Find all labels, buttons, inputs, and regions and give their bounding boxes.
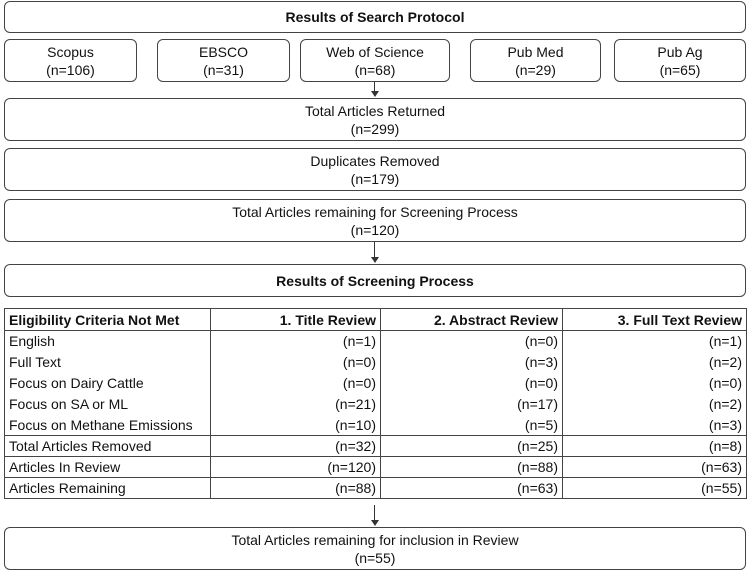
row-label: Full Text [5,352,211,373]
table-row [5,478,747,499]
source-count: (n=65) [659,61,701,78]
source-name: Scopus [47,43,94,60]
source-count: (n=31) [203,61,244,78]
eligibility-criteria-table [4,308,747,499]
column-header: Eligibility Criteria Not Met [5,309,211,331]
column-header: 2. Abstract Review [381,309,563,331]
cell-value: (n=120) [211,457,381,478]
source-ebsco [157,39,290,82]
source-name: Web of Science [326,43,424,60]
screening-process-title: Results of Screening Process [276,272,474,289]
remaining-screening-label: Total Articles remaining for Screening Process [232,203,518,220]
cell-value: (n=2) [563,352,747,373]
remaining-screening-box [4,199,746,242]
source-name: Pub Ag [657,43,703,60]
row-label: Focus on Methane Emissions [5,415,211,436]
row-label: Articles Remaining [5,478,211,499]
cell-value: (n=0) [563,373,747,394]
table-header-row [5,309,747,331]
source-count: (n=106) [46,61,95,78]
table-row [5,373,747,394]
source-pubag [614,39,746,82]
arrow-line [374,242,375,258]
table-row [5,394,747,415]
search-protocol-title: Results of Search Protocol [285,9,465,25]
total-returned-box [4,98,746,141]
duplicates-label: Duplicates Removed [310,152,440,169]
source-name: EBSCO [198,43,248,60]
table-row [5,331,747,352]
row-label: English [5,331,211,352]
source-web-of-science [300,39,450,82]
cell-value: (n=0) [381,373,563,394]
screening-process-header [4,264,746,297]
duplicates-removed-box [4,148,746,191]
row-label: Articles In Review [5,457,211,478]
total-returned-label: Total Articles Returned [304,102,446,119]
source-name: Pub Med [507,43,564,60]
row-label: Focus on SA or ML [5,394,211,415]
table-row [5,436,747,457]
source-pubmed [470,39,601,82]
total-returned-count: (n=299) [350,120,400,137]
row-label: Total Articles Removed [5,436,211,457]
final-count: (n=55) [354,549,396,566]
arrow-line [374,505,375,521]
cell-value: (n=0) [211,373,381,394]
arrow-down-icon [371,520,379,526]
final-inclusion-box [4,527,746,570]
table-row [5,352,747,373]
cell-value: (n=8) [563,436,747,457]
cell-value: (n=88) [211,478,381,499]
cell-value: (n=0) [211,352,381,373]
cell-value: (n=10) [211,415,381,436]
table-row [5,415,747,436]
cell-value: (n=63) [563,457,747,478]
arrow-down-icon [371,91,379,97]
cell-value: (n=1) [563,331,747,352]
cell-value: (n=25) [381,436,563,457]
arrow-down-icon [371,257,379,263]
table-row [5,457,747,478]
cell-value: (n=63) [381,478,563,499]
cell-value: (n=21) [211,394,381,415]
duplicates-count: (n=179) [350,170,400,187]
cell-value: (n=3) [381,352,563,373]
cell-value: (n=2) [563,394,747,415]
cell-value: (n=1) [211,331,381,352]
search-protocol-header [4,1,746,33]
cell-value: (n=88) [381,457,563,478]
remaining-screening-count: (n=120) [350,221,400,238]
cell-value: (n=5) [381,415,563,436]
cell-value: (n=0) [381,331,563,352]
column-header: 3. Full Text Review [563,309,747,331]
row-label: Focus on Dairy Cattle [5,373,211,394]
cell-value: (n=3) [563,415,747,436]
cell-value: (n=55) [563,478,747,499]
source-count: (n=68) [354,61,396,78]
source-count: (n=29) [515,61,556,78]
cell-value: (n=32) [211,436,381,457]
source-scopus [4,39,137,82]
column-header: 1. Title Review [211,309,381,331]
cell-value: (n=17) [381,394,563,415]
final-label: Total Articles remaining for inclusion in Review [231,531,519,548]
